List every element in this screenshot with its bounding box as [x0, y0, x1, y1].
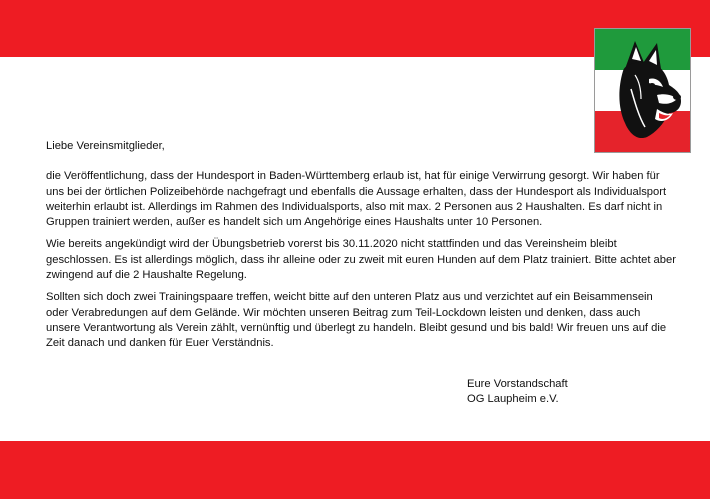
club-logo: [594, 28, 691, 153]
signature-line-board: Eure Vorstandschaft: [467, 378, 568, 390]
german-shepherd-flag-icon: [595, 29, 690, 152]
letter-paragraph: Sollten sich doch zwei Trainingspaare treffen, weicht bitte auf den unteren Platz aus und verzichtet auf ein Beisammensein oder Verabredungen auf dem Gelände. Wir möchten unseren Beitrag zum Teil-Lockdown leisten und denken, dass auch unsere Verantwortung als Verein zählt, vernünftig und überlegt zu handeln. Bleibt gesund und bis bald! Wir freuen uns auf die Zeit danach und danken für Euer Verständnis.: [46, 291, 667, 350]
letter-paragraph: Wie bereits angekündigt wird der Übungsbetrieb vorerst bis 30.11.2020 nicht stattfinden und das Vereinsheim bleibt geschlossen. Es ist allerdings möglich, dass ihr alleine oder zu zweit mit euren Hunden auf dem Platz trainiert. Bitte achtet aber zwingend auf die 2 Haushalte Regelung.: [46, 238, 676, 282]
signature-block: [467, 377, 568, 408]
letter-body: [46, 139, 676, 359]
letter-paragraph: die Veröffentlichung, dass der Hundesport in Baden-Württemberg erlaub ist, hat für einige Verwirrung gesorgt. Wir haben für uns bei der örtlichen Polizeibehörde nachgefragt und ebenfalls die Aussage erhalten, dass der Hundesport als Individualsport weiterhin erlaubt ist. Allerdings im Rahmen des Individualsports, also mit max. 2 Personen aus 2 Haushalten. Es darf nicht in Gruppen trainiert werden, außer es handelt sich um Angehörige eines Haushalts unter 10 Personen.: [46, 170, 667, 229]
letter-greeting: Liebe Vereinsmitglieder,: [46, 140, 165, 152]
signature-line-club: OG Laupheim e.V.: [467, 393, 559, 406]
bottom-red-band: [0, 441, 710, 499]
